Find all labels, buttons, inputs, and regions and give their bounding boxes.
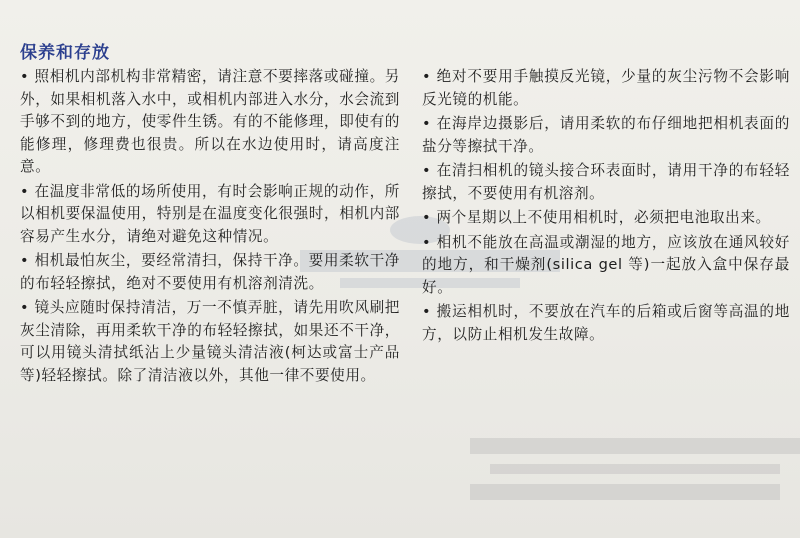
section-heading: 保养和存放	[20, 43, 110, 63]
paragraph-mirror: • 绝对不要用手触摸反光镜，少量的灰尘污物不会影响反光镜的机能。	[422, 68, 790, 108]
paragraph-storage: • 相机不能放在高温或潮湿的地方，应该放在通风较好的地方，和干燥剂(silica gel 等)一起放入盒中保存最好。	[422, 233, 790, 296]
right-column	[422, 66, 790, 348]
paragraph-transport: • 搬运相机时，不要放在汽车的后箱或后窗等高温的地方，以防止相机发生故障。	[422, 303, 790, 343]
paragraph-battery: • 两个星期以上不使用相机时，必须把电池取出来。	[422, 209, 771, 226]
show-through-print	[470, 438, 800, 508]
paragraph-mount-ring: • 在清扫相机的镜头接合环表面时，请用干净的布轻轻擦拭，不要使用有机溶剂。	[422, 162, 790, 202]
paragraph-low-temperature: • 在温度非常低的场所使用，有时会影响正规的动作，所以相机要保温使用，特别是在温度变化很强时，相机内部容易产生水分，请绝对避免这种情况。	[20, 182, 400, 245]
paragraph-seaside: • 在海岸边摄影后，请用柔软的布仔细地把相机表面的盐分等擦拭干净。	[422, 115, 790, 155]
paragraph-handling: • 照相机内部机构非常精密，请注意不要摔落或碰撞。另外，如果相机落入水中，或相机内部进入水分，水会流到手够不到的地方，使零件生锈。有的不能修理，即使有的能修理，修理费也很贵。所以在水边使用时，请高度注意。	[20, 68, 400, 175]
paragraph-dust: • 相机最怕灰尘，要经常清扫，保持干净。要用柔软干净的布轻轻擦拭，绝对不要使用有机溶剂清洗。	[20, 252, 400, 292]
paragraph-lens-cleaning: • 镜头应随时保持清洁，万一不慎弄脏，请先用吹风刷把灰尘清除，再用柔软干净的布轻轻擦拭，如果还不干净，可以用镜头清拭纸沾上少量镜头清洁液(柯达或富士产品等)轻轻擦拭。除了清洁液以外，其他一律不要使用。	[20, 299, 400, 384]
left-column	[20, 66, 400, 389]
